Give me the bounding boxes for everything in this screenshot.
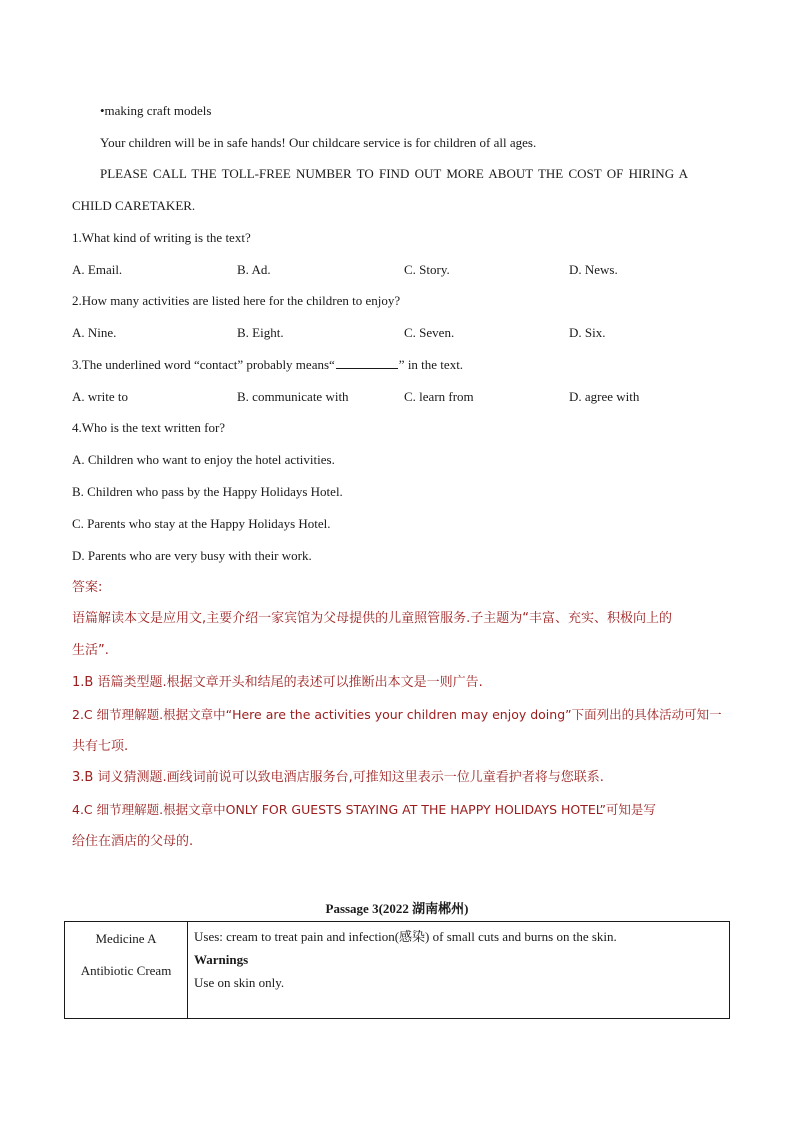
question-4-option-b: B. Children who pass by the Happy Holidays Hotel. xyxy=(72,484,343,499)
medicine-name: Medicine A xyxy=(95,931,157,946)
question-4-option-a: A. Children who want to enjoy the hotel activities. xyxy=(72,452,335,467)
question-2-option-d: D. Six. xyxy=(569,325,606,340)
medicine-uses: Uses: cream to treat pain and infection(感染) of small cuts and burns on the skin. xyxy=(194,929,617,944)
table-row xyxy=(65,922,730,1019)
answer-1: 1.B 语篇类型题.根据文章开头和结尾的表述可以推断出本文是一则广告. xyxy=(72,675,483,690)
answer-2-line2: 共有七项. xyxy=(72,739,129,754)
warnings-label: Warnings xyxy=(194,952,249,967)
answer-summary-line2: 生活”. xyxy=(72,643,109,658)
answer-4-line1: 4.C 细节理解题.根据文章中ONLY FOR GUESTS STAYING AT THE HAPPY HOLIDAYS HOTEL”可知是写 xyxy=(72,802,656,817)
paragraph-call-line1: PLEASE CALL THE TOLL-FREE NUMBER TO FIND OUT MORE ABOUT THE COST OF HIRING A xyxy=(100,166,689,181)
question-4-option-c: C. Parents who stay at the Happy Holidays Hotel. xyxy=(72,516,331,531)
question-1-option-a: A. Email. xyxy=(72,262,123,277)
answer-summary-line1: 语篇解读本文是应用文,主要介绍一家宾馆为父母提供的儿童照管服务.子主题为“丰富、充实、积极向上的 xyxy=(72,611,673,626)
question-3-stem-before: 3.The underlined word “contact” probably means“ xyxy=(72,357,335,372)
question-1-option-c: C. Story. xyxy=(404,262,450,277)
answer-blank xyxy=(336,357,398,369)
question-3-stem-after: ” in the text. xyxy=(398,357,464,372)
question-3-option-c: C. learn from xyxy=(404,389,474,404)
question-4-option-d: D. Parents who are very busy with their work. xyxy=(72,548,312,563)
passage-3-title: Passage 3(2022 湖南郴州) xyxy=(325,901,469,916)
question-2-option-b: B. Eight. xyxy=(237,325,284,340)
question-3-stem xyxy=(72,357,463,373)
paragraph-safe-hands: Your children will be in safe hands! Our childcare service is for children of all ages. xyxy=(100,135,537,150)
question-2-option-a: A. Nine. xyxy=(72,325,117,340)
answer-4-line2: 给住在酒店的父母的. xyxy=(72,834,194,849)
question-3-option-b: B. communicate with xyxy=(237,389,349,404)
answer-3: 3.B 词义猜测题.画线词前说可以致电酒店服务台,可推知这里表示一位儿童看护者将与您联系. xyxy=(72,770,604,785)
medicine-table xyxy=(64,921,730,1019)
question-2-option-c: C. Seven. xyxy=(404,325,455,340)
question-2-stem: 2.How many activities are listed here for the children to enjoy? xyxy=(72,293,401,308)
answer-label: 答案: xyxy=(72,580,103,595)
medicine-info-cell xyxy=(188,922,730,1019)
paragraph-call-line2: CHILD CARETAKER. xyxy=(72,198,196,213)
question-3-option-a: A. write to xyxy=(72,389,128,404)
answer-2-line1: 2.C 细节理解题.根据文章中“Here are the activities your children may enjoy doing”下面列出的具体活动可知一 xyxy=(72,707,722,722)
question-1-option-d: D. News. xyxy=(569,262,618,277)
question-1-option-b: B. Ad. xyxy=(237,262,271,277)
bullet-item: •making craft models xyxy=(100,103,212,118)
question-1-stem: 1.What kind of writing is the text? xyxy=(72,230,251,245)
question-4-stem: 4.Who is the text written for? xyxy=(72,420,226,435)
warning-text: Use on skin only. xyxy=(194,975,285,990)
question-3-option-d: D. agree with xyxy=(569,389,640,404)
medicine-name-cell xyxy=(65,922,188,1019)
medicine-type: Antibiotic Cream xyxy=(80,963,172,978)
